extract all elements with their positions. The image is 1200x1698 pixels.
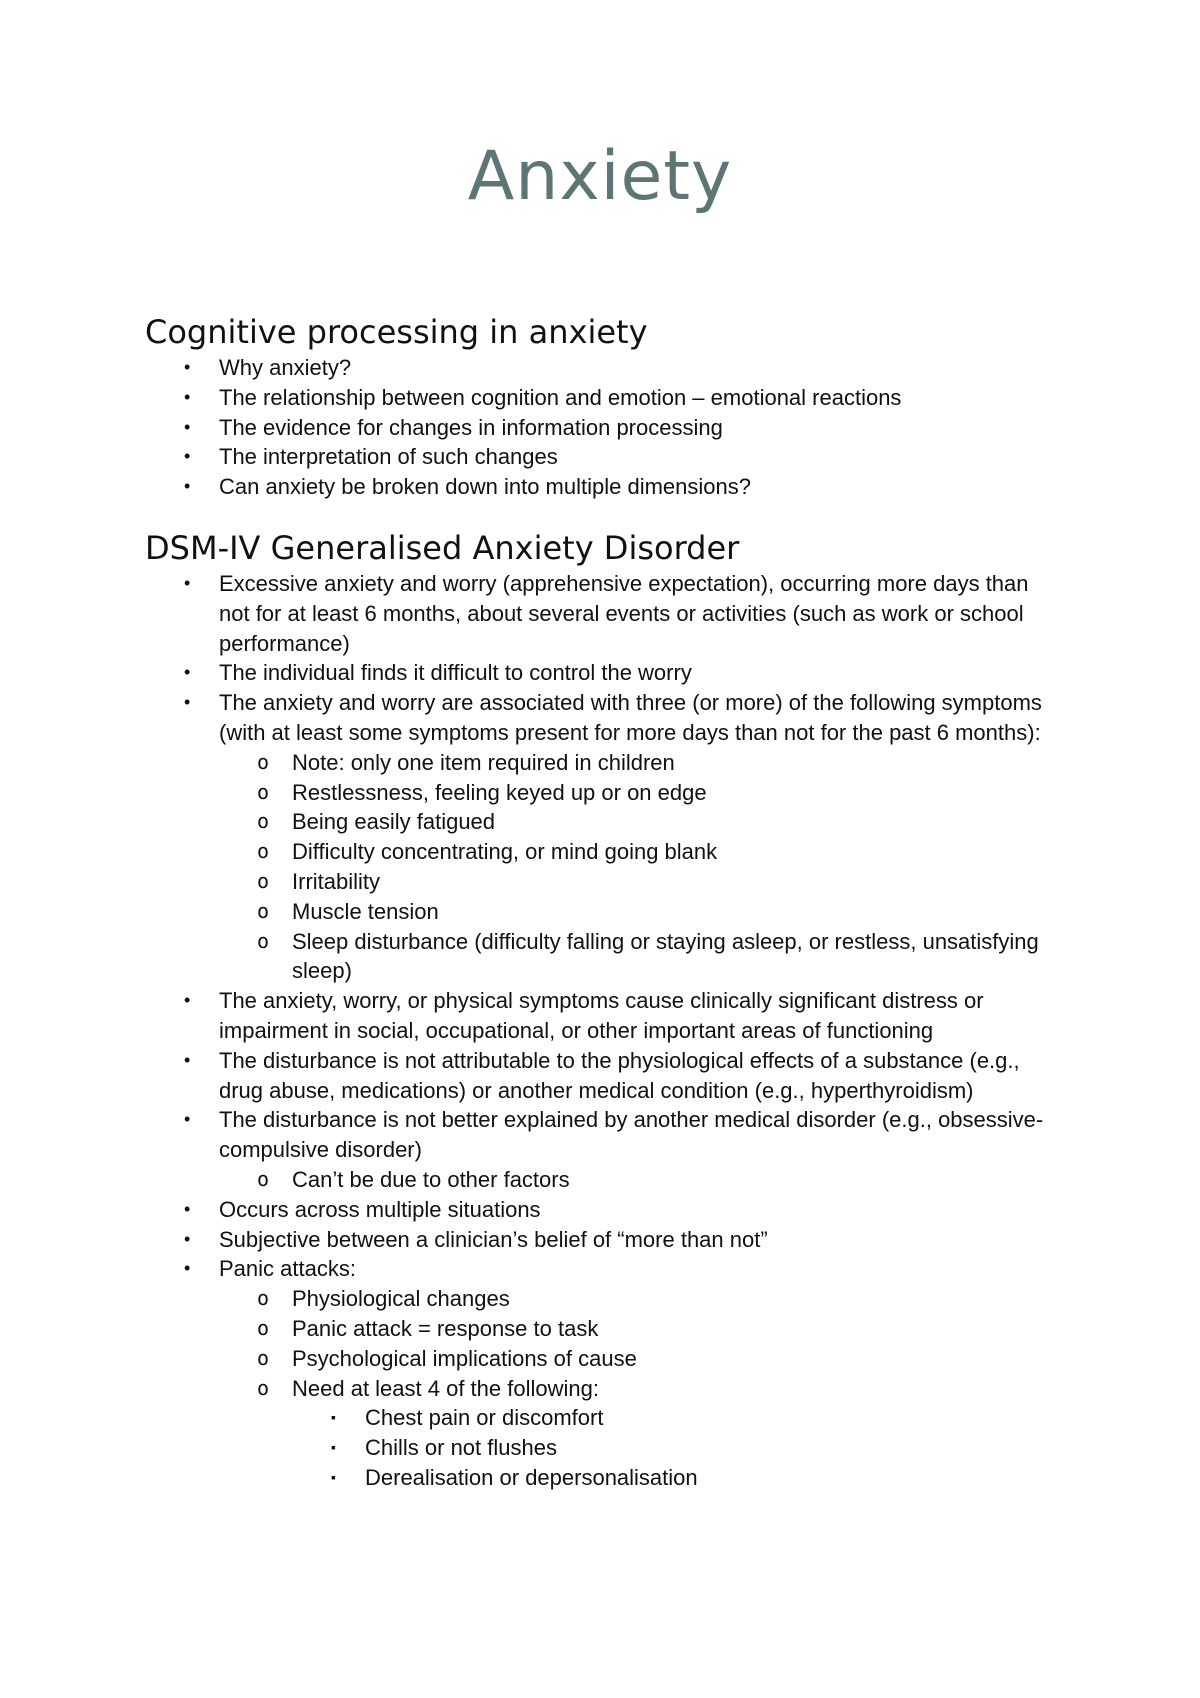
- list-item-text: Why anxiety?: [219, 355, 352, 380]
- bullet-icon: •: [184, 573, 191, 593]
- bullet-icon: •: [184, 416, 191, 437]
- list-item-text: Muscle tension: [292, 898, 439, 924]
- list-item-text: The individual finds it difficult to control the worry: [219, 660, 692, 686]
- list-item-text: Sleep disturbance (difficulty falling or staying asleep, or restless, unsatisfying sleep): [292, 928, 1039, 984]
- circle-bullet-icon: o: [257, 868, 270, 893]
- list-item-text: The evidence for changes in information processing: [219, 414, 723, 440]
- circle-bullet-icon: o: [257, 1286, 270, 1311]
- square-bullet-icon: ▪: [331, 1468, 336, 1485]
- bullet-icon: •: [184, 692, 191, 713]
- list-item: [0, 472, 1060, 502]
- sub-list-item: [0, 867, 1060, 897]
- list-item-text: The disturbance is not attributable to the physiological effects of a substance (e.g., drug abuse, medications) or another medical condition (e.g., hyperthyroidism): [219, 1047, 1020, 1103]
- list-item-text: Physiological changes: [292, 1286, 510, 1312]
- sub-list-item: [0, 1165, 1060, 1195]
- list-item-text: Need at least 4 of the following:: [292, 1375, 599, 1401]
- list-item-text: Derealisation or depersonalisation: [365, 1464, 698, 1490]
- list-item: [0, 1195, 1060, 1225]
- list-item-text: Chills or not flushes: [365, 1435, 557, 1461]
- list-item-text: The anxiety, worry, or physical symptoms cause clinically significant distress or impairment in social, occupational, or other important areas of functioning: [219, 988, 984, 1043]
- sub-list-item: [0, 748, 1060, 778]
- sub-sub-list-item: [0, 1463, 1060, 1493]
- list-item: [0, 413, 1060, 443]
- circle-bullet-icon: o: [257, 1345, 270, 1370]
- bullet-icon: •: [184, 1049, 191, 1070]
- circle-bullet-icon: o: [257, 809, 270, 834]
- list-item: [0, 1225, 1060, 1255]
- list-item: [0, 986, 1060, 1046]
- list-item-text: Occurs across multiple situations: [219, 1196, 541, 1222]
- list-item-text: The disturbance is not better explained by another medical disorder (e.g., obsessive-compulsive disorder): [219, 1107, 1044, 1163]
- circle-bullet-icon: o: [257, 1375, 270, 1400]
- bullet-icon: •: [184, 476, 191, 497]
- circle-bullet-icon: o: [257, 839, 270, 864]
- list-item-text: Excessive anxiety and worry (apprehensive expectation), occurring more days than not for at least 6 months, about several events or activities (such as work or school performance): [219, 571, 1029, 656]
- sub-list-item: [0, 927, 1060, 987]
- bullet-icon: •: [184, 1109, 191, 1130]
- bullet-icon: •: [184, 357, 191, 377]
- sub-list-item: [0, 807, 1060, 837]
- list-item-text: Subjective between a clinician’s belief of “more than not”: [219, 1226, 768, 1252]
- circle-bullet-icon: o: [257, 1166, 270, 1191]
- bullet-icon: •: [184, 446, 191, 467]
- list-item-text: Difficulty concentrating, or mind going blank: [292, 839, 718, 865]
- list-item: [0, 353, 1060, 383]
- bullet-icon: •: [184, 662, 191, 683]
- list-item-text: Panic attacks:: [219, 1256, 356, 1282]
- list-item-text: Psychological implications of cause: [292, 1345, 637, 1371]
- list-item-text: The anxiety and worry are associated with three (or more) of the following symptoms (with at least some symptoms present for more days than not for the past 6 months):: [219, 690, 1042, 745]
- circle-bullet-icon: o: [257, 779, 270, 804]
- circle-bullet-icon: o: [257, 928, 270, 953]
- sub-list-item: [0, 1284, 1060, 1314]
- list-item: [0, 442, 1060, 472]
- list-item: [0, 688, 1060, 748]
- list-item: [0, 1105, 1060, 1165]
- list-item-text: Note: only one item required in children: [292, 749, 675, 775]
- bullet-icon: •: [184, 1198, 191, 1219]
- cognitive-processing-list: [0, 353, 1200, 502]
- circle-bullet-icon: o: [257, 1315, 270, 1340]
- list-item-text: Being easily fatigued: [292, 809, 496, 835]
- list-item-text: Panic attack = response to task: [292, 1315, 599, 1341]
- sub-sub-list-item: [0, 1433, 1060, 1463]
- list-item: [0, 1254, 1060, 1284]
- list-item: [0, 569, 1060, 658]
- square-bullet-icon: ▪: [331, 1409, 336, 1426]
- list-item: [0, 1046, 1060, 1106]
- list-item-text: Restlessness, feeling keyed up or on edge: [292, 779, 707, 805]
- list-item-text: The interpretation of such changes: [219, 444, 558, 470]
- section-heading-cognitive-processing: Cognitive processing in anxiety: [145, 313, 648, 351]
- bullet-icon: •: [184, 1258, 191, 1279]
- sub-list-item: [0, 1374, 1060, 1404]
- sub-list-item: [0, 897, 1060, 927]
- document-title: Anxiety: [467, 137, 733, 216]
- dsm-iv-criteria-list: [0, 569, 1200, 1493]
- sub-list-item: [0, 1344, 1060, 1374]
- list-item-text: Can’t be due to other factors: [292, 1166, 570, 1192]
- square-bullet-icon: ▪: [331, 1439, 336, 1456]
- list-item: [0, 658, 1060, 688]
- bullet-icon: •: [184, 990, 191, 1011]
- list-item-text: Chest pain or discomfort: [365, 1405, 604, 1431]
- sub-list-item: [0, 778, 1060, 808]
- circle-bullet-icon: o: [257, 749, 270, 774]
- sub-sub-list-item: [0, 1403, 1060, 1433]
- sub-list-item: [0, 1314, 1060, 1344]
- list-item-text: The relationship between cognition and emotion – emotional reactions: [219, 384, 902, 410]
- section-heading-dsm-iv-gad: DSM-IV Generalised Anxiety Disorder: [145, 529, 740, 567]
- list-item-text: Irritability: [292, 868, 381, 894]
- bullet-icon: •: [184, 386, 191, 407]
- list-item-text: Can anxiety be broken down into multiple dimensions?: [219, 474, 751, 500]
- circle-bullet-icon: o: [257, 898, 270, 923]
- sub-list-item: [0, 837, 1060, 867]
- list-item: [0, 383, 1060, 413]
- bullet-icon: •: [184, 1228, 191, 1249]
